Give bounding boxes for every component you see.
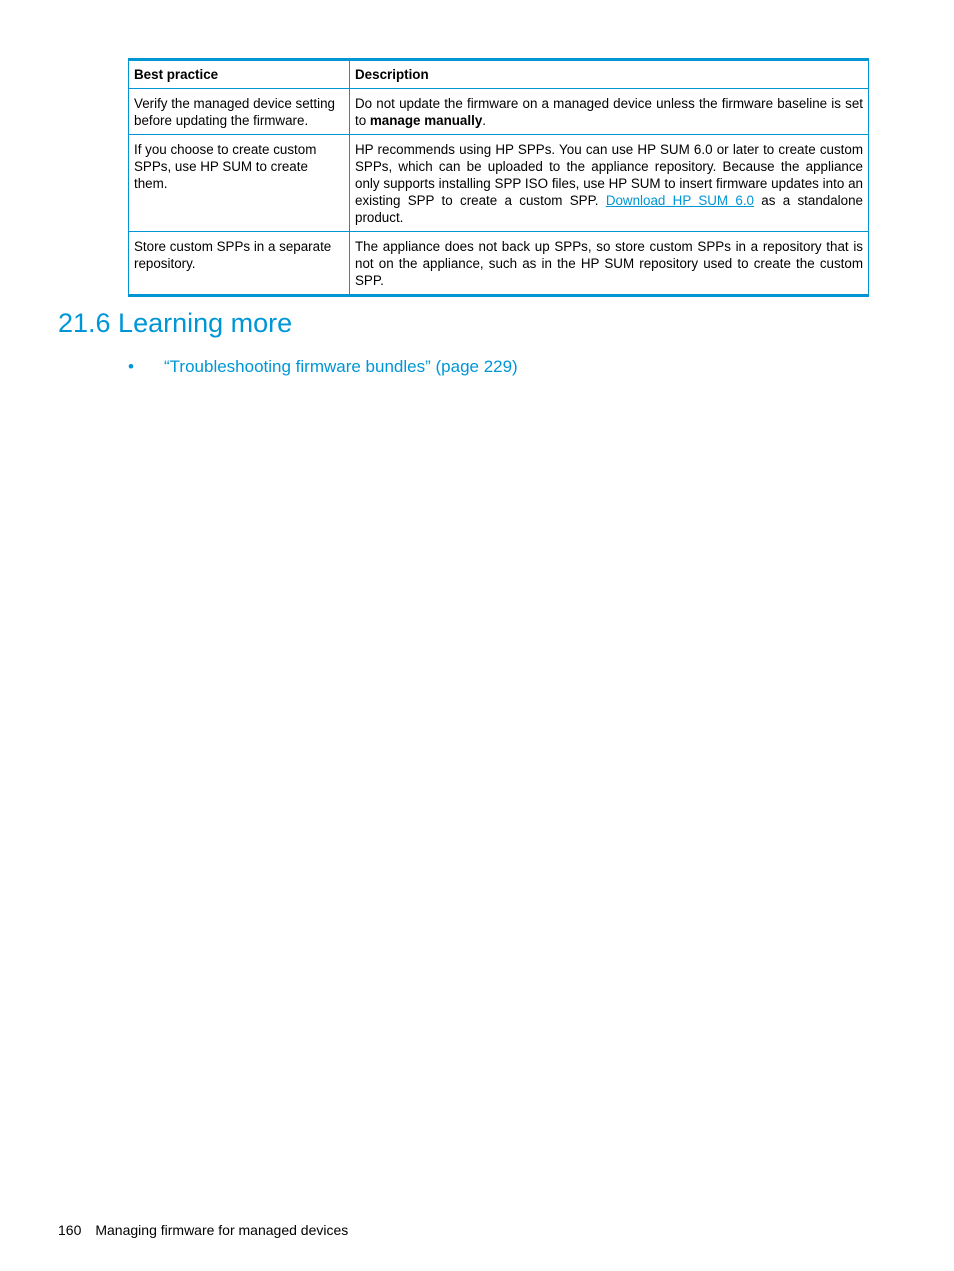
table-row [129,135,869,232]
practice-cell: Store custom SPPs in a separate repository. [129,232,350,296]
table-header-row [129,60,869,89]
page-footer [58,1222,348,1238]
section-heading: 21.6 Learning more [58,308,293,338]
description-text-end: as a standalone product. [355,193,863,225]
chapter-title: Managing firmware for managed devices [95,1222,349,1238]
practice-cell: Verify the managed device setting before updating the firmware. [129,89,350,135]
description-text: Do not update the firmware on a managed device unless the firmware baseline is set to [355,96,863,128]
description-cell: The appliance does not back up SPPs, so store custom SPPs in a repository that is not on the appliance, such as in the HP SUM repository used to create the custom SPP. [350,232,869,296]
list-item [128,355,518,379]
description-text: HP recommends using HP SPPs. You can use HP SUM 6.0 or later to create custom SPPs, which can be uploaded to the appliance repository. Because the appliance only supports installing SPP ISO files, use HP SUM to insert firmware updates into an existing SPP to create a custom SPP. [355,142,863,208]
column-header-best-practice: Best practice [129,60,350,89]
download-hp-sum-link[interactable]: Download HP SUM 6.0 [605,193,754,208]
bullet-icon: • [128,357,134,376]
practice-cell: If you choose to create custom SPPs, use HP SUM to create them. [129,135,350,232]
description-cell [350,89,869,135]
best-practices-table [128,58,869,297]
table-row [129,232,869,296]
description-cell [350,135,869,232]
page-number: 160 [58,1222,82,1238]
manage-manually-term: manage manually [369,113,483,128]
table-row [129,89,869,135]
learning-more-list [128,355,518,379]
column-header-description: Description [350,60,869,89]
troubleshooting-link[interactable]: “Troubleshooting firmware bundles” (page 229) [164,357,518,376]
description-text-end: . [482,113,487,128]
best-practices-table-container [128,58,868,297]
